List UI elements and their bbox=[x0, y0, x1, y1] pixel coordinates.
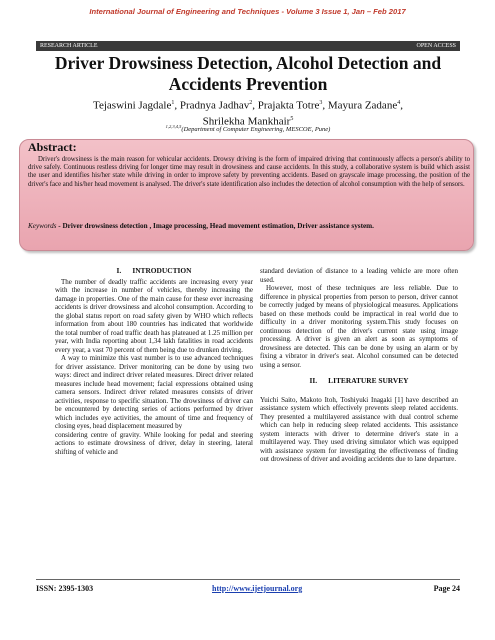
author-list: Tejaswini Jagdale$^1$, Pradnya Jadhav$^2$, Prajakta Totre$^3$, Mayura Zadane$^4$, Shrilekha Mankhair$^5$ bbox=[93, 99, 403, 128]
paragraph: A way to minimize this vast number is to use advanced techniques for driver assistance. Driver monitoring can be done by using two ways: direct and indirect driver related measures. Direct driver related measures include head movement; facial expressions obtained using camera sensors. Indirect driver related measures consists of driver activities, response to specific situation. The drowsiness of driver can be encountered by detecting series of actions performed by driver which includes eye activities, the amount of time and frequency of closing eyes, head displacement measured by bbox=[55, 354, 253, 430]
issn: ISSN: 2395-1303 bbox=[36, 584, 94, 593]
section-heading-introduction: I. INTRODUCTION bbox=[116, 266, 192, 275]
affiliation bbox=[36, 124, 460, 133]
paragraph: However, most of these techniques are less reliable. Due to difference in physical properties from person to person, driver cannot be correctly judged by means of physiological measures. Applications based on these methods could be impractical in real world due to difficulty in a driver monitoring system.This study focuses on continuous detection of the driver's current state using image processing. A driver is given an alert as soon as symptoms of drowsiness are detected. This can be done by using an alarm or by fixing a vibrator in driver's seat. Alcohol consumed can be detected using a sensor. bbox=[260, 284, 458, 369]
right-column bbox=[260, 267, 458, 464]
keywords-text: - Driver drowsiness detection , Image processing, Head movement estimation, Driver assistance system. bbox=[56, 222, 374, 230]
abstract-heading: Abstract: bbox=[28, 140, 77, 154]
section-heading-literature-survey: II. LITERATURE SURVEY bbox=[309, 376, 409, 385]
journal-link[interactable]: http://www.ijetjournal.org bbox=[212, 584, 303, 593]
affiliation-sup: 1,2,3,4,5 bbox=[165, 124, 182, 129]
paper-title: Driver Drowsiness Detection, Alcohol Detection and Accidents Prevention bbox=[54, 53, 442, 94]
keywords-label: Keywords bbox=[28, 222, 57, 230]
open-access-label: OPEN ACCESS bbox=[416, 43, 456, 49]
paragraph: Yuichi Saito, Makoto Itoh, Toshiyuki Inagaki [1] have described an assistance system which effectively prevents sleep related accidents. They presented a multilayered assistance with dual control scheme which can help in reducing sleep related accidents. This assistance system interacts with driver to determine driver's state in a multilayered way. They used driving simulator which was equipped with assistance system for investigating the effectiveness of finding out drowsiness of driver and avoiding accidents due to lane departure. bbox=[260, 395, 458, 463]
author-name: Tejaswini Jagdale bbox=[93, 99, 172, 112]
footer-divider bbox=[36, 579, 460, 580]
journal-header: International Journal of Engineering and Techniques - Volume 3 Issue 1, Jan – Feb 2017 bbox=[89, 7, 406, 16]
author-sup: 4 bbox=[397, 100, 401, 106]
abstract-text bbox=[28, 156, 470, 189]
author-name: Mayura Zadane bbox=[327, 99, 398, 112]
author-name: Prajakta Totre bbox=[257, 99, 320, 112]
author-name: Shrilekha Mankhair bbox=[202, 115, 291, 128]
paragraph: considering centre of gravity. While looking for pedal and steering actions to estimate drowsiness of driver, delay in steering, lateral shifting of vehicle and bbox=[55, 430, 253, 456]
article-type-band bbox=[36, 41, 460, 51]
page-number: Page 24 bbox=[433, 584, 460, 593]
left-column bbox=[55, 267, 253, 456]
research-article-label: RESEARCH ARTICLE bbox=[40, 43, 98, 49]
affiliation-text: (Department of Computer Engineering, MESCOE, Pune) bbox=[181, 126, 331, 134]
paragraph: The number of deadly traffic accidents are increasing every year with the increase in number of vehicles, thereby increasing the damage in properties. One of the main cause for these ever increasing accidents is driver drowsiness and alcohol consumption. According to the global status report on road safety given by WHO which reflects information from about 180 countries has indicated that worldwide the total number of road traffic death has plateaued at 1.25 million per year, with India reporting about 1,34 lakh fatalities in road accidents every year, a vast 70 percent of them being due to drunken driving. bbox=[55, 277, 253, 354]
keywords bbox=[28, 222, 468, 231]
author-sup: 1 bbox=[171, 100, 175, 106]
author-sup: 2 bbox=[249, 100, 253, 106]
author-name: Pradnya Jadhav bbox=[179, 99, 250, 112]
author-sup: 3 bbox=[319, 100, 323, 106]
abstract-paragraph: Driver's drowsiness is the main reason for vehicular accidents. Drowsy driving is the form of impaired driving that continuously affects a person's ability to drive safely. Continuous restless driving for longer time may result in drowsiness and cause accidents. In this study, a collaborative system is build which assist the user and identifies his/her state while driving in order to improve safety by preventing accidents. Based on grayscale image processing, the position of the driver's face and his/her head movement is analysed. The driver's state identification also includes the detection of alcohol consumption with the help of sensors. bbox=[28, 156, 470, 188]
paragraph: standard deviation of distance to a leading vehicle are more often used. bbox=[260, 267, 458, 284]
footer bbox=[36, 584, 460, 596]
author-sup: 5 bbox=[290, 115, 294, 122]
